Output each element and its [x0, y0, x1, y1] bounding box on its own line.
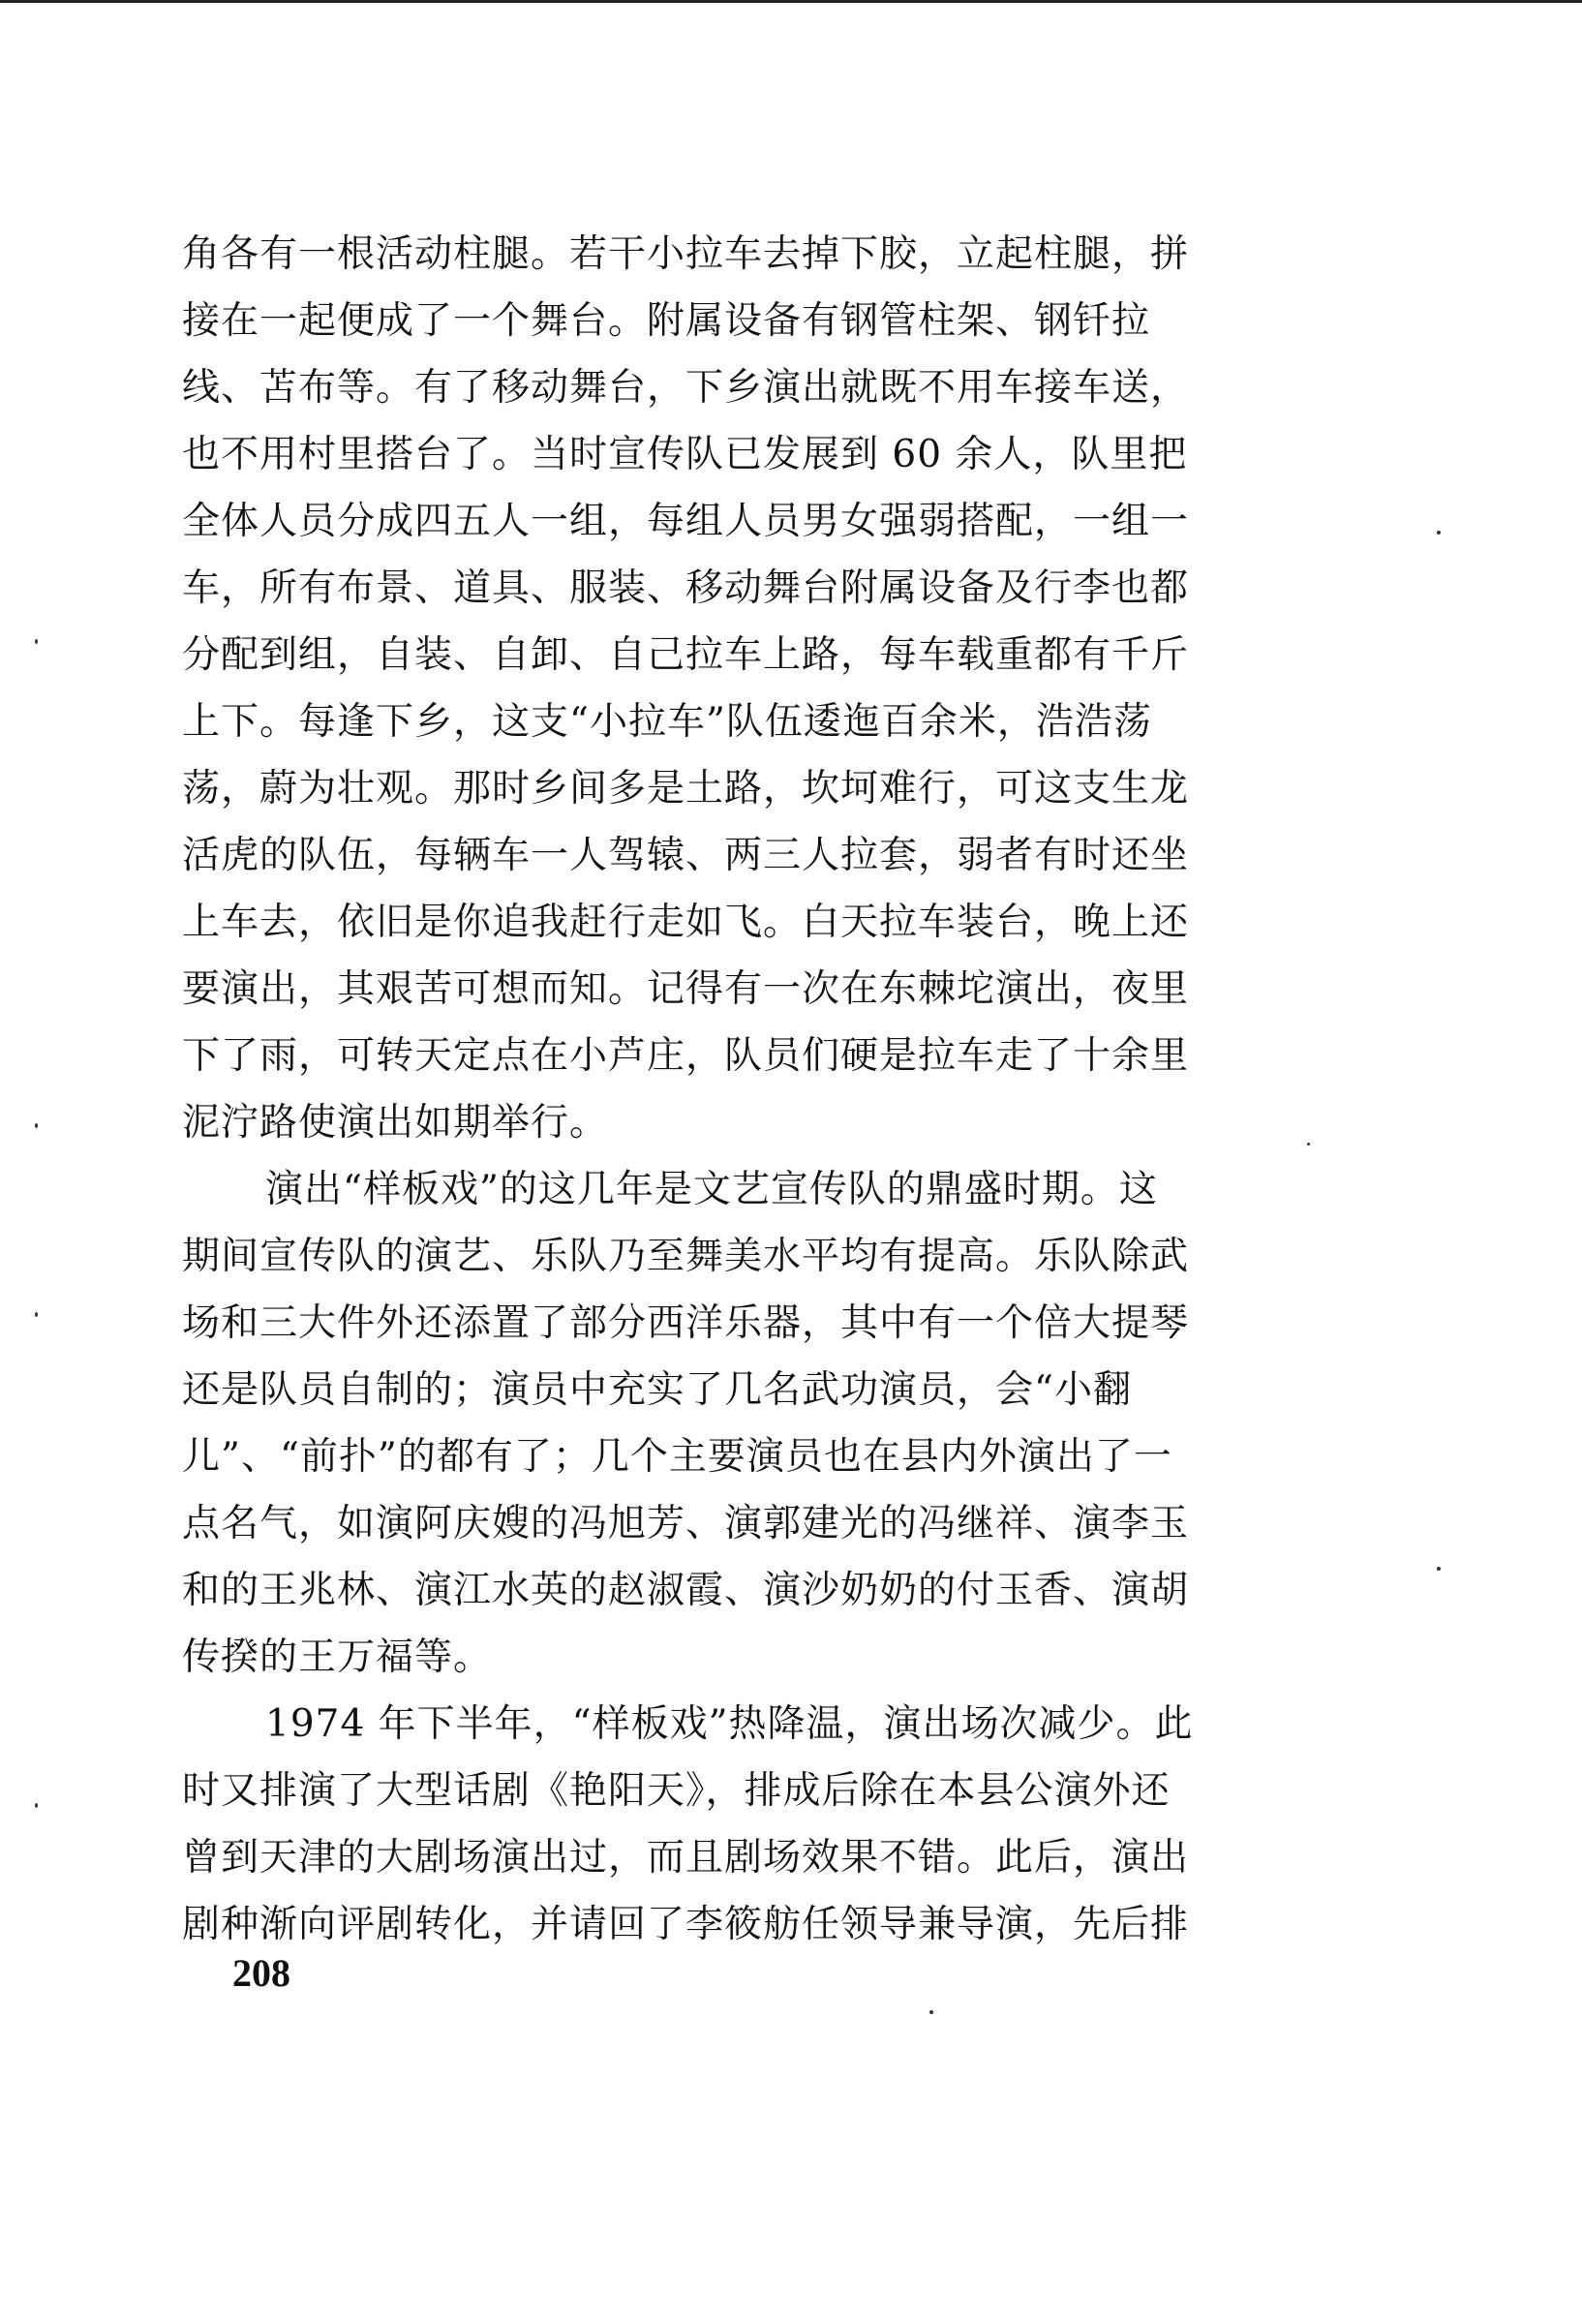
text-line: 还是队员自制的；演员中充实了几名武功演员，会“小翻 [182, 1368, 1132, 1412]
text-line: 泥泞路使演出如期举行。 [182, 1101, 609, 1145]
text-line: 剧种渐向评剧转化，并请回了李筱舫任领导兼导演，先后排 [182, 1903, 1190, 1946]
text-line: 分配到组，自装、自卸、自己拉车上路，每车载重都有千斤 [182, 633, 1190, 677]
text-line: 也不用村里搭台了。当时宣传队已发展到 60 余人，队里把 [182, 433, 1188, 476]
scan-speck [1437, 531, 1441, 535]
text-line: 期间宣传队的演艺、乐队乃至舞美水平均有提高。乐队除武 [182, 1235, 1190, 1278]
page-number: 208 [232, 1951, 290, 1995]
scan-speck [35, 639, 38, 644]
text-line: 活虎的队伍，每辆车一人驾辕、两三人拉套，弱者有时还坐 [182, 834, 1190, 877]
paragraph-3 [182, 1691, 1266, 1958]
text-line: 场和三大件外还添置了部分西洋乐器，其中有一个倍大提琴 [182, 1301, 1190, 1345]
scan-speck [1437, 1567, 1441, 1571]
text-line: 上车去，依旧是你追我赶行走如飞。白天拉车装台，晚上还 [182, 901, 1190, 944]
top-border-line [0, 0, 1582, 3]
scan-speck [35, 1312, 38, 1317]
text-line: 角各有一根活动柱腿。若干小拉车去掉下胶，立起柱腿，拼 [182, 232, 1190, 276]
paragraph-1 [182, 221, 1266, 1156]
text-line: 要演出，其艰苦可想而知。记得有一次在东棘坨演出，夜里 [182, 967, 1190, 1011]
text-line: 车，所有布景、道具、服装、移动舞台附属设备及行李也都 [182, 566, 1190, 610]
scan-speck [1307, 1143, 1310, 1146]
scan-speck [35, 1803, 38, 1808]
text-line: 荡，蔚为壮观。那时乡间多是土路，坎坷难行，可这支生龙 [182, 767, 1190, 810]
page-body [182, 221, 1266, 1958]
text-line: 线、苫布等。有了移动舞台，下乡演出就既不用车接车送， [182, 366, 1190, 410]
scan-speck [35, 1123, 38, 1128]
text-line: 点名气，如演阿庆嫂的冯旭芳、演郭建光的冯继祥、演李玉 [182, 1502, 1190, 1545]
text-line: 演出“样板戏”的这几年是文艺宣传队的鼎盛时期。这 [265, 1168, 1158, 1211]
text-line: 下了雨，可转天定点在小芦庄，队员们硬是拉车走了十余里 [182, 1034, 1190, 1078]
text-line: 和的王兆林、演江水英的赵淑霞、演沙奶奶的付玉香、演胡 [182, 1569, 1190, 1612]
paragraph-2 [182, 1156, 1266, 1691]
text-line: 全体人员分成四五人一组，每组人员男女强弱搭配，一组一 [182, 500, 1190, 543]
text-line: 时又排演了大型话剧《艳阳天》，排成后除在本县公演外还 [182, 1769, 1171, 1813]
text-line: 曾到天津的大剧场演出过，而且剧场效果不错。此后，演出 [182, 1836, 1190, 1880]
text-line: 儿”、“前扑”的都有了；几个主要演员也在县内外演出了一 [182, 1435, 1172, 1479]
text-line: 1974 年下半年，“样板戏”热降温，演出场次减少。此 [265, 1702, 1194, 1746]
scan-speck [929, 2010, 933, 2014]
text-line: 传揆的王万福等。 [182, 1636, 493, 1679]
text-line: 上下。每逢下乡，这支“小拉车”队伍逶迤百余米，浩浩荡 [182, 700, 1152, 744]
text-line: 接在一起便成了一个舞台。附属设备有钢管柱架、钢钎拉 [182, 299, 1151, 343]
